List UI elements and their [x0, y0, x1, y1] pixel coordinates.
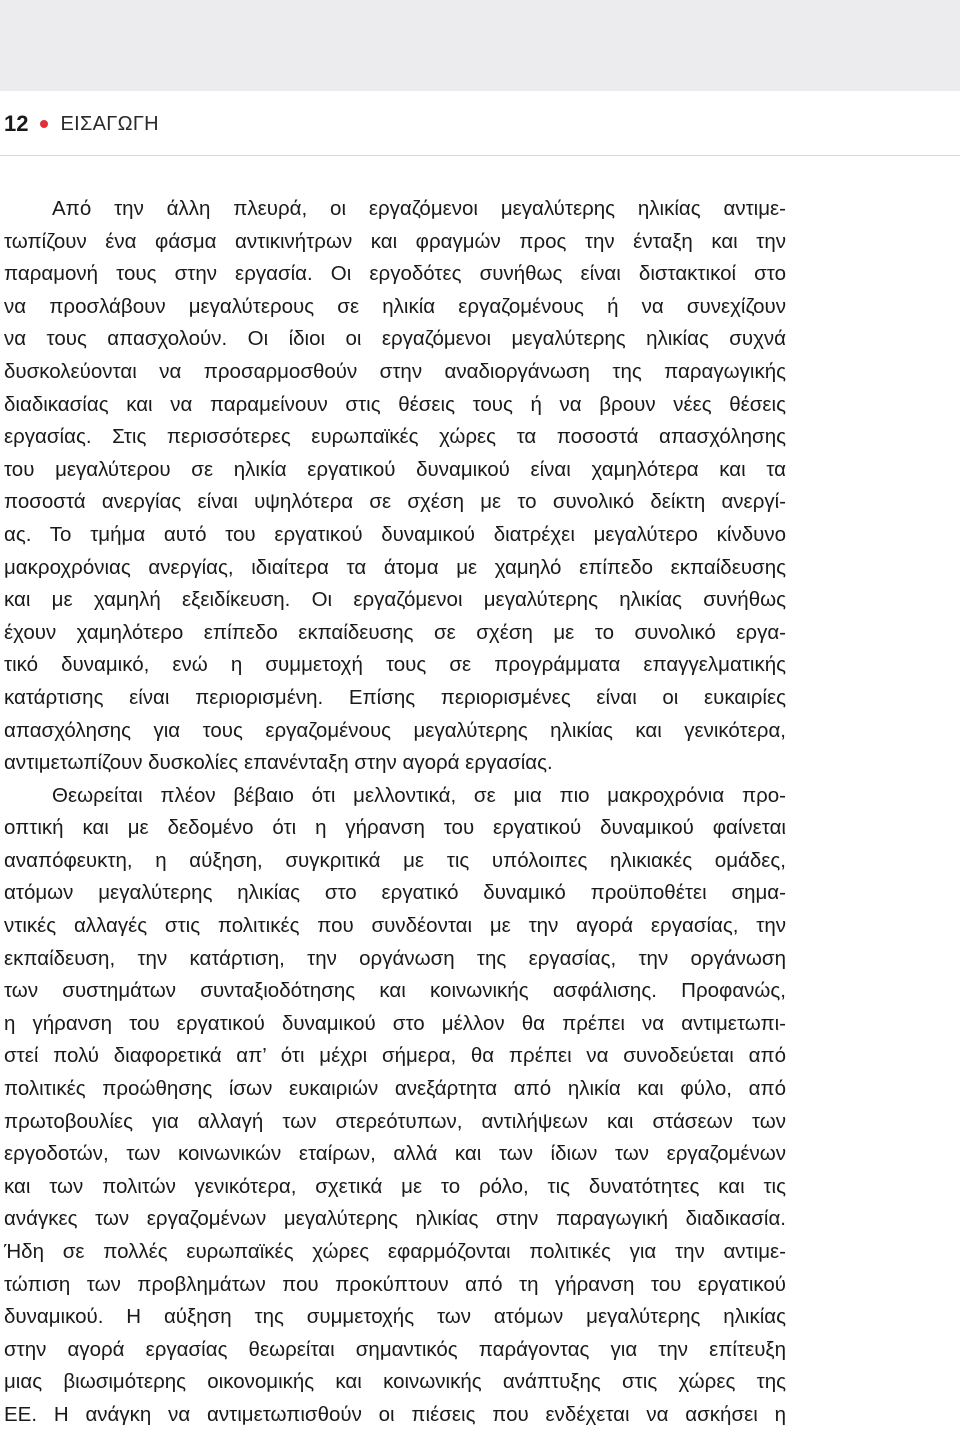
text-line: η γήρανση του εργατικού δυναμικού στο μέλλον θα πρέπει να αντιμετωπι- [4, 1011, 786, 1035]
body-text [4, 193, 786, 1432]
text-line: στην αγορά εργασίας θεωρείται σημαντικός παράγοντας για την επίτευξη [4, 1337, 786, 1361]
text-line: Ήδη σε πολλές ευρωπαϊκές χώρες εφαρμόζονται πολιτικές για την αντιμε- [4, 1240, 786, 1263]
text-line: να προσλάβουν μεγαλύτερους σε ηλικία εργαζομένους ή να συνεχίζουν [4, 294, 786, 318]
text-line: ντικές αλλαγές στις πολιτικές που συνδέονται με την αγορά εργασίας, την [4, 914, 786, 938]
text-line: στεί πολύ διαφορετικά απ’ ότι μέχρι σήμερα, θα πρέπει να συνοδεύεται από [4, 1044, 786, 1068]
text-line: και με χαμηλή εξειδίκευση. Οι εργαζόμενοι μεγαλύτερης ηλικίας συνήθως [4, 588, 786, 612]
text-line: αναπόφευκτη, η αύξηση, συγκριτικά με τις υπόλοιπες ηλικιακές ομάδες, [4, 848, 786, 872]
text-line: μιας βιωσιμότερης οικονομικής και κοινωνικής ανάπτυξης στις χώρες της [4, 1370, 786, 1394]
running-header [4, 106, 159, 142]
page-number: 12 [4, 111, 29, 136]
text-line: έχουν χαμηλότερο επίπεδο εκπαίδευσης σε σχέση με το συνολικό εργα- [4, 620, 786, 644]
text-line: πρωτοβουλίες για αλλαγή των στερεότυπων, αντιλήψεων και στάσεων των [4, 1109, 786, 1133]
top-margin-band [0, 0, 960, 91]
header-divider [0, 155, 960, 156]
red-bullet-icon [40, 120, 48, 128]
text-line: και των πολιτών γενικότερα, σχετικά με το ρόλο, τις δυνατότητες και τις [4, 1174, 786, 1198]
text-line: πολιτικές προώθησης ίσων ευκαιριών ανεξάρτητα από ηλικία και φύλο, από [4, 1077, 786, 1101]
text-line: τωπίζουν ένα φάσμα αντικινήτρων και φραγμών προς την ένταξη και την [4, 229, 786, 253]
text-line: τώπιση των προβλημάτων που προκύπτουν από τη γήρανση του εργατικού [4, 1272, 786, 1296]
section-title: ΕΙΣΑΓΩΓΗ [60, 112, 159, 135]
text-line: μακροχρόνιας ανεργίας, ιδιαίτερα τα άτομα με χαμηλό επίπεδο εκπαίδευσης [4, 555, 786, 579]
text-line: κατάρτισης είναι περιορισμένη. Επίσης περιορισμένες είναι οι ευκαιρίες [4, 685, 786, 709]
text-line: δυναμικού. Η αύξηση της συμμετοχής των ατόμων μεγαλύτερης ηλικίας [4, 1305, 786, 1329]
text-line: οπτική και με δεδομένο ότι η γήρανση του εργατικού δυναμικού φαίνεται [4, 816, 786, 840]
text-line: παραμονή τους στην εργασία. Οι εργοδότες συνήθως είναι διστακτικοί στο [4, 262, 786, 286]
text-line: Θεωρείται πλέον βέβαιο ότι μελλοντικά, σε μια πιο μακροχρόνια προ- [52, 783, 786, 807]
text-line: ΕΕ. Η ανάγκη να αντιμετωπισθούν οι πιέσεις που ενδέχεται να ασκήσει η [4, 1402, 786, 1426]
text-line: του μεγαλύτερου σε ηλικία εργατικού δυναμικού είναι χαμηλότερα και τα [4, 457, 786, 481]
text-line: να τους απασχολούν. Οι ίδιοι οι εργαζόμενοι μεγαλύτερης ηλικίας συχνά [4, 327, 786, 351]
text-line: απασχόλησης για τους εργαζομένους μεγαλύτερης ηλικίας και γενικότερα, [4, 718, 786, 742]
text-line: των συστημάτων συνταξιοδότησης και κοινωνικής ασφάλισης. Προφανώς, [4, 979, 786, 1003]
text-line: ανάγκες των εργαζομένων μεγαλύτερης ηλικίας στην παραγωγική διαδικασία. [4, 1207, 786, 1231]
text-line: τικό δυναμικό, ενώ η συμμετοχή τους σε προγράμματα επαγγελματικής [4, 653, 786, 677]
text-line: εργοδοτών, των κοινωνικών εταίρων, αλλά και των ίδιων των εργαζομένων [4, 1142, 786, 1166]
text-line: ας. Το τμήμα αυτό του εργατικού δυναμικού διατρέχει μεγαλύτερο κίνδυνο [4, 522, 786, 546]
text-line: ποσοστά ανεργίας είναι υψηλότερα σε σχέση με το συνολικό δείκτη ανεργί- [4, 490, 786, 514]
text-line: αντιμετωπίζουν δυσκολίες επανένταξη στην αγορά εργασίας. [4, 751, 553, 775]
text-line: εκπαίδευση, την κατάρτιση, την οργάνωση της εργασίας, την οργάνωση [4, 946, 786, 970]
text-line: ατόμων μεγαλύτερης ηλικίας στο εργατικό δυναμικό προϋποθέτει σημα- [4, 881, 786, 905]
text-line: δυσκολεύονται να προσαρμοσθούν στην αναδιοργάνωση της παραγωγικής [4, 359, 786, 383]
text-line: διαδικασίας και να παραμείνουν στις θέσεις τους ή να βρουν νέες θέσεις [4, 392, 786, 416]
text-line: εργασίας. Στις περισσότερες ευρωπαϊκές χώρες τα ποσοστά απασχόλησης [4, 425, 786, 449]
text-line: Από την άλλη πλευρά, οι εργαζόμενοι μεγαλύτερης ηλικίας αντιμε- [52, 197, 786, 220]
